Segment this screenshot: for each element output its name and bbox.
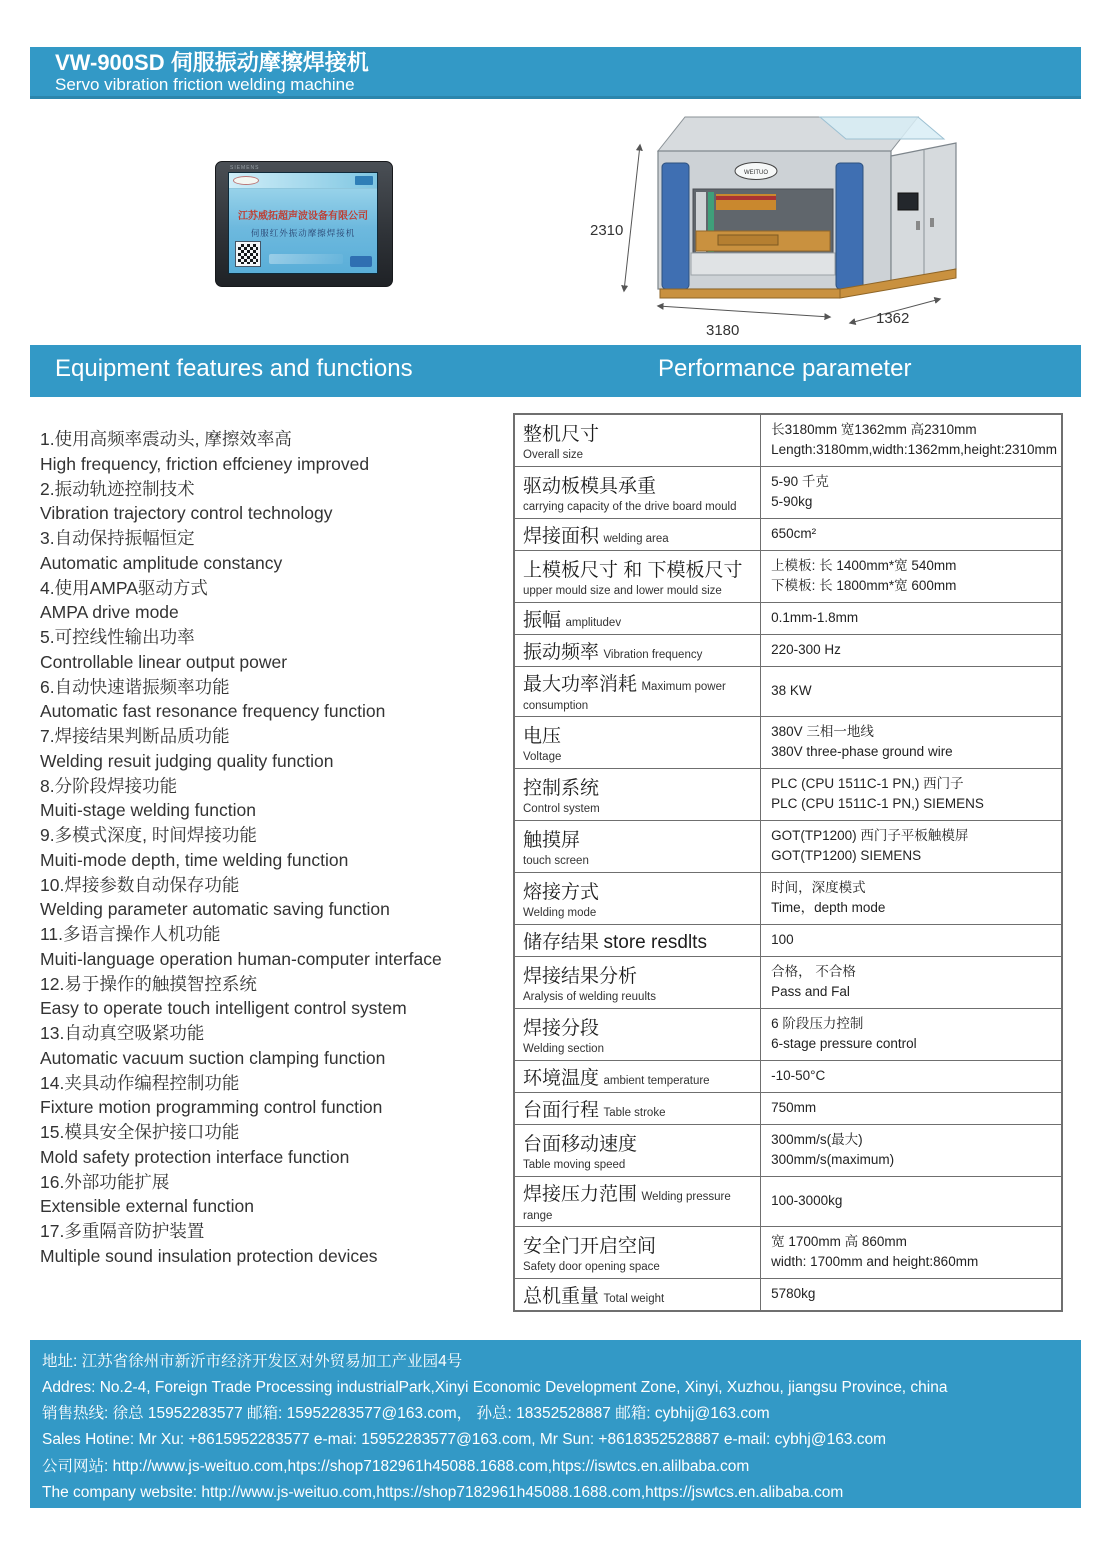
- feature-zh: 15.模具安全保护接口功能: [40, 1122, 240, 1142]
- hmi-company-text: 江苏威拓超声波设备有限公司: [238, 211, 368, 222]
- param-label-zh: 整机尺寸: [523, 424, 600, 446]
- footer-line: Addres: No.2-4, Foreign Trade Processing industrialPark,Xinyi Economic Development Zone, Xinyi, Xuzhou, jiangsu Province, china: [42, 1378, 948, 1396]
- feature-en: Muiti-language operation human-computer interface: [40, 948, 442, 969]
- param-value-line: 300mm/s(最大): [771, 1132, 863, 1147]
- param-label-zh: 储存结果: [523, 931, 600, 953]
- param-label-en: Safety door opening space: [523, 1261, 660, 1273]
- param-label-zh: 最大功率消耗: [523, 673, 638, 695]
- param-value-cell: [761, 666, 1062, 716]
- param-value-cell: [761, 924, 1062, 956]
- section-title-features: Equipment features and functions: [55, 355, 413, 382]
- hmi-blue-button: [350, 256, 372, 267]
- feature-en: Mold safety protection interface function: [40, 1146, 350, 1167]
- param-row: [514, 872, 1062, 924]
- param-value-line: 长3180mm 宽1362mm 高2310mm: [771, 422, 977, 438]
- param-value-line: GOT(TP1200) SIEMENS: [771, 848, 922, 863]
- param-value-line: 220-300 Hz: [771, 642, 841, 657]
- param-label-zh: 驱动板模具承重: [523, 476, 657, 497]
- param-label-cell: [514, 414, 761, 466]
- param-row: [514, 820, 1062, 872]
- params-table-body: [514, 414, 1062, 1311]
- hmi-topbar: [229, 173, 377, 189]
- machine-beam: [691, 253, 835, 275]
- feature-en: Controllable linear output power: [40, 651, 288, 672]
- param-value-line: 750mm: [771, 1100, 817, 1115]
- feature-zh: 17.多重隔音防护装置: [40, 1221, 205, 1241]
- param-label-en: Vibration frequency: [603, 648, 703, 661]
- param-label-cell: [514, 1060, 761, 1092]
- param-row: [514, 716, 1062, 768]
- param-label-cell: [514, 716, 761, 768]
- param-value-line: 380V 三相一地线: [771, 724, 874, 739]
- param-row: [514, 1226, 1062, 1278]
- hmi-logo-icon: [233, 176, 259, 185]
- param-label-en: welding area: [603, 532, 669, 545]
- param-label-cell: [514, 1008, 761, 1060]
- param-label-zh: 控制系统: [523, 778, 600, 799]
- feature-en: High frequency, friction effcieney improved: [40, 453, 370, 474]
- machine-logo-text: WEITUO: [744, 170, 768, 176]
- feature-zh: 11.多语言操作人机功能: [40, 924, 221, 944]
- param-value-line: 5-90kg: [771, 494, 813, 509]
- pallet-main: [660, 289, 840, 298]
- param-label-en: Control system: [523, 803, 600, 815]
- param-value-line: 100: [771, 932, 794, 947]
- param-row: [514, 1008, 1062, 1060]
- feature-en: Extensible external function: [40, 1196, 255, 1217]
- param-label-en: store resdlts: [603, 931, 707, 953]
- dim-length-label: 3180: [706, 322, 740, 339]
- feature-zh: 10.焊接参数自动保存功能: [40, 874, 240, 895]
- param-value-line: 下模板: 长 1800mm*宽 600mm: [771, 578, 957, 593]
- feature-zh: 14.夹具动作编程控制功能: [40, 1072, 240, 1093]
- param-label-zh: 焊接压力范围: [523, 1183, 638, 1205]
- feature-zh: 13.自动真空吸紧功能: [40, 1023, 205, 1043]
- hmi-screen: [228, 172, 378, 274]
- cabinet-handle-right: [930, 218, 934, 227]
- param-label-cell: [514, 1124, 761, 1176]
- param-value-cell: [761, 466, 1062, 518]
- param-value-cell: [761, 716, 1062, 768]
- feature-zh: 7.焊接结果判断品质功能: [40, 726, 230, 746]
- param-value-cell: [761, 1008, 1062, 1060]
- machine-strip-red: [716, 196, 776, 200]
- dim-width-label: 1362: [876, 310, 910, 327]
- param-value-line: 6 阶段压力控制: [771, 1016, 864, 1031]
- param-label-cell: [514, 602, 761, 634]
- param-label-zh: 焊接结果分析: [523, 966, 638, 987]
- param-value-cell: [761, 602, 1062, 634]
- page-header: [30, 47, 1081, 99]
- param-value-line: 650cm²: [771, 526, 817, 541]
- param-label-cell: [514, 820, 761, 872]
- param-row: [514, 924, 1062, 956]
- param-row: [514, 602, 1062, 634]
- param-label-zh: 熔接方式: [523, 882, 600, 903]
- dim-line-length: [658, 306, 830, 317]
- param-value-line: -10-50°C: [771, 1068, 826, 1083]
- param-row: [514, 666, 1062, 716]
- param-value-cell: [761, 1124, 1062, 1176]
- param-label-cell: [514, 956, 761, 1008]
- param-label-cell: [514, 634, 761, 666]
- param-label-zh: 焊接面积: [523, 525, 600, 547]
- param-value-cell: [761, 414, 1062, 466]
- param-value-cell: [761, 550, 1062, 602]
- param-value-cell: [761, 956, 1062, 1008]
- param-row: [514, 634, 1062, 666]
- param-value-line: 38 KW: [771, 683, 812, 698]
- param-value-line: 6-stage pressure control: [771, 1036, 917, 1051]
- param-label-zh: 电压: [523, 726, 562, 747]
- feature-zh: 1.使用高频率震动头, 摩擦效率高: [40, 429, 292, 449]
- param-label-cell: [514, 1226, 761, 1278]
- param-label-en: Overall size: [523, 449, 584, 462]
- param-row: [514, 1092, 1062, 1124]
- machine-drawing: [588, 101, 990, 343]
- feature-zh: 16.外部功能扩展: [40, 1171, 170, 1192]
- param-value-line: PLC (CPU 1511C-1 PN,) SIEMENS: [771, 796, 984, 811]
- param-value-line: 合格， 不合格: [771, 964, 856, 979]
- feature-zh: 8.分阶段焊接功能: [40, 775, 178, 796]
- footer-line: 公司网站: http://www.js-weituo.com,htps://shop7182961h45088.1688.com,htps://iswtcs.en.alilbaba.com: [42, 1457, 750, 1475]
- param-value-line: 上模板: 长 1400mm*宽 540mm: [771, 558, 957, 573]
- footer-line: 销售热线: 徐总 15952283577 邮箱: 15952283577@163.com， 孙总: 18352528887 邮箱: cybhij@163.com: [42, 1405, 770, 1423]
- hmi-product-text: 伺服红外振动摩擦焊接机: [250, 228, 356, 238]
- machine-right-panel: [836, 163, 863, 289]
- param-value-cell: [761, 518, 1062, 550]
- feature-zh: 6.自动快速谐振频率功能: [40, 676, 230, 697]
- param-row: [514, 466, 1062, 518]
- features-list: [30, 427, 513, 1269]
- qr-code-icon: [236, 242, 260, 266]
- feature-en: AMPA drive mode: [40, 602, 179, 623]
- hmi-brand-label: SIEMENS: [230, 165, 260, 171]
- feature-zh: 12.易于操作的触摸智控系统: [40, 973, 257, 994]
- param-value-line: Time，depth mode: [771, 900, 886, 915]
- param-label-en: Maximum power consumption: [523, 680, 726, 712]
- machine-left-panel: [662, 163, 689, 289]
- param-value-cell: [761, 1226, 1062, 1278]
- param-value-line: 宽 1700mm 高 860mm: [771, 1234, 907, 1249]
- param-value-cell: [761, 1060, 1062, 1092]
- feature-en: Vibration trajectory control technology: [40, 503, 333, 524]
- param-value-line: PLC (CPU 1511C-1 PN,) 西门子: [771, 776, 964, 791]
- param-row: [514, 1278, 1062, 1311]
- param-label-zh: 台面行程: [523, 1099, 600, 1121]
- dim-height-label: 2310: [590, 222, 624, 239]
- param-label-cell: [514, 666, 761, 716]
- param-value-line: 380V three-phase ground wire: [771, 744, 953, 759]
- param-value-cell: [761, 872, 1062, 924]
- param-label-en: Total weight: [603, 1292, 665, 1305]
- param-label-zh: 台面移动速度: [523, 1134, 638, 1155]
- param-row: [514, 956, 1062, 1008]
- param-label-zh: 总机重量: [523, 1285, 600, 1307]
- param-value-line: 5780kg: [771, 1286, 816, 1301]
- param-label-en: Welding pressure range: [523, 1190, 731, 1222]
- param-value-cell: [761, 768, 1062, 820]
- param-label-en: Welding section: [523, 1043, 604, 1055]
- param-row: [514, 1124, 1062, 1176]
- param-label-zh: 振幅: [523, 609, 562, 631]
- param-label-en: ambient temperature: [603, 1074, 710, 1087]
- feature-zh: 4.使用AMPA驱动方式: [40, 577, 208, 598]
- machine-table-pocket: [718, 235, 778, 245]
- touchscreen-image: [215, 161, 393, 287]
- feature-zh: 2.振动轨迹控制技术: [40, 478, 195, 499]
- feature-en: Easy to operate touch intelligent control system: [40, 998, 407, 1019]
- param-label-en: upper mould size and lower mould size: [523, 585, 722, 597]
- footer-line: 地址: 江苏省徐州市新沂市经济开发区对外贸易加工产业园4号: [42, 1352, 463, 1370]
- product-images: [0, 99, 1111, 345]
- param-label-zh: 焊接分段: [523, 1018, 600, 1039]
- param-label-cell: [514, 924, 761, 956]
- page-title-zh: VW-900SD 伺服振动摩擦焊接机: [55, 50, 369, 75]
- param-value-line: 0.1mm-1.8mm: [771, 610, 859, 625]
- param-value-line: 5-90 千克: [771, 474, 829, 489]
- feature-zh: 3.自动保持振幅恒定: [40, 528, 195, 548]
- param-label-zh: 环境温度: [523, 1067, 600, 1089]
- feature-zh: 5.可控线性输出功率: [40, 627, 195, 647]
- param-label-cell: [514, 1176, 761, 1226]
- param-label-zh: 上模板尺寸 和 下模板尺寸: [523, 560, 743, 581]
- param-value-cell: [761, 634, 1062, 666]
- hmi-info-strip: [269, 254, 343, 264]
- feature-en: Automatic amplitude constancy: [40, 552, 283, 573]
- dim-line-height: [624, 145, 640, 291]
- param-label-zh: 安全门开启空间: [523, 1236, 657, 1257]
- param-label-cell: [514, 466, 761, 518]
- param-label-cell: [514, 1278, 761, 1311]
- machine-image: [588, 101, 990, 343]
- param-value-line: Pass and Fal: [771, 984, 850, 999]
- param-label-en: Aralysis of welding reuults: [523, 991, 656, 1003]
- section-title-parameters: Performance parameter: [658, 355, 912, 382]
- param-row: [514, 768, 1062, 820]
- contact-footer: [30, 1340, 1081, 1508]
- feature-en: Muiti-stage welding function: [40, 800, 256, 821]
- footer-line: The company website: http://www.js-weituo.com,https://shop7182961h45088.1688.com,https://jswtcs.en.alibaba.com: [42, 1483, 844, 1501]
- param-row: [514, 414, 1062, 466]
- parameters-table: [513, 413, 1063, 1312]
- param-value-cell: [761, 1278, 1062, 1311]
- param-value-line: width: 1700mm and height:860mm: [771, 1254, 979, 1269]
- page-title-en: Servo vibration friction welding machine: [55, 75, 355, 94]
- param-label-zh: 触摸屏: [523, 830, 581, 851]
- param-value-line: Length:3180mm,width:1362mm,height:2310mm: [771, 442, 1057, 458]
- feature-en: Welding parameter automatic saving function: [40, 899, 390, 920]
- param-value-line: 300mm/s(maximum): [771, 1152, 895, 1167]
- param-label-en: touch screen: [523, 855, 589, 867]
- param-label-cell: [514, 872, 761, 924]
- param-value-cell: [761, 1092, 1062, 1124]
- param-value-line: GOT(TP1200) 西门子平板触模屏: [771, 828, 969, 843]
- feature-zh: 9.多模式深度, 时间焊接功能: [40, 825, 257, 845]
- cabinet-screen: [898, 193, 918, 210]
- param-row: [514, 1060, 1062, 1092]
- param-value-line: 100-3000kg: [771, 1193, 843, 1208]
- param-row: [514, 550, 1062, 602]
- param-label-en: Table stroke: [603, 1106, 666, 1119]
- param-label-cell: [514, 518, 761, 550]
- hmi-button-icon: [355, 176, 373, 185]
- feature-en: Muiti-mode depth, time welding function: [40, 849, 349, 870]
- param-row: [514, 518, 1062, 550]
- param-label-cell: [514, 768, 761, 820]
- param-row: [514, 1176, 1062, 1226]
- main-content: [30, 397, 1081, 1312]
- param-value-cell: [761, 1176, 1062, 1226]
- param-label-en: carrying capacity of the drive board mould: [523, 501, 737, 513]
- param-value-cell: [761, 820, 1062, 872]
- section-title-bar: [30, 345, 1081, 397]
- cabinet-handle-left: [916, 221, 920, 230]
- feature-en: Automatic vacuum suction clamping function: [40, 1047, 386, 1068]
- feature-en: Welding resuit judging quality function: [40, 750, 334, 771]
- feature-en: Multiple sound insulation protection devices: [40, 1245, 378, 1266]
- param-label-en: Welding mode: [523, 907, 597, 919]
- param-value-line: 时间，深度模式: [771, 880, 866, 895]
- param-label-en: Voltage: [523, 751, 562, 763]
- footer-line: Sales Hotine: Mr Xu: +8615952283577 e-mai: 15952283577@163.com, Mr Sun: +8618352528887 e-mail: cybhj@163.com: [42, 1431, 887, 1449]
- param-label-en: Table moving speed: [523, 1159, 626, 1171]
- param-label-cell: [514, 550, 761, 602]
- feature-en: Fixture motion programming control function: [40, 1097, 383, 1118]
- feature-en: Automatic fast resonance frequency function: [40, 701, 386, 722]
- param-label-cell: [514, 1092, 761, 1124]
- param-label-zh: 振动频率: [523, 641, 600, 663]
- param-label-en: amplitudev: [565, 616, 622, 629]
